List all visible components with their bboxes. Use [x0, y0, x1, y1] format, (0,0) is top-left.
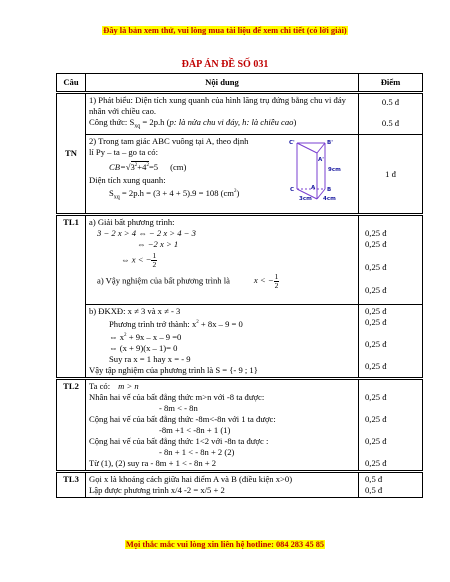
- tl1-b-line2-text: Phương trình trở thành: x: [109, 318, 197, 329]
- label-ab: 4cm: [323, 196, 336, 202]
- tl1-b-content: [86, 305, 359, 379]
- tl1-b-line5: Suy ra x = 1 hay x = - 9: [109, 353, 191, 364]
- tl1-b-scores: [359, 305, 423, 379]
- table-row: [57, 93, 423, 135]
- table-row: [57, 305, 423, 379]
- tn-part2-line4: Diện tích xung quanh:: [89, 174, 166, 185]
- tl2-line8: Từ (1), (2) suy ra - 8m + 1 < - 8n + 2: [89, 457, 217, 468]
- tl1-b-line2: Phương trình trở thành: $x^2 + 8x - 9 = 0$: [109, 318, 243, 329]
- label-c: C: [290, 187, 295, 193]
- score: 0,25 đ: [365, 413, 387, 424]
- tn-part1-content: [86, 93, 359, 135]
- tl1-b-line3-text: ⇔ x: [109, 331, 125, 342]
- preview-notice-banner: [0, 26, 450, 35]
- tl1-a-content: [86, 215, 359, 305]
- tn-part2-line1: 2) Trong tam giác ABC vuông tại A, theo định: [89, 136, 249, 146]
- frac-denominator: 2: [152, 260, 157, 269]
- tl3-line1: Gọi x là khoảng cách giữa hai điểm A và B (điều kiện x>0): [89, 473, 293, 484]
- table-header-row: [57, 74, 423, 93]
- score: 0,25 đ: [365, 228, 387, 238]
- hotline-banner: [0, 540, 450, 549]
- frac-numerator: 1: [274, 272, 279, 281]
- tl1-b-line4: ⇔ (x + 9)(x – 1)= 0: [109, 342, 178, 353]
- table-row: [57, 135, 423, 215]
- table-row: [57, 215, 423, 305]
- tn-formula-note: p: là nửa chu vi đáy, h: là chiều cao: [169, 117, 294, 127]
- tn-part2-score-cell: [359, 135, 423, 215]
- tl1-b-line3-rest: + 9x – x – 9 =0: [126, 331, 182, 342]
- score: 0,25 đ: [365, 262, 387, 272]
- label-a: A: [311, 185, 316, 191]
- score: 0,25 đ: [365, 285, 387, 295]
- score: 0.5 đ: [381, 97, 400, 107]
- tl1-b-line3: ⇔ $x^2 + 9x - x - 9 =0$: [109, 331, 182, 342]
- tl1-label: TL1: [63, 217, 79, 227]
- tn-part2-content: [86, 135, 359, 215]
- eq-sqrt-a: 3: [130, 161, 135, 172]
- tl2-label: TL2: [63, 380, 79, 391]
- score: 0,5 đ: [365, 473, 383, 484]
- tl3-line2: Lập được phương trình x/4 -2 = x/5 + 2: [89, 484, 225, 495]
- hotline-text: Mọi thắc mắc vui lòng xin liên hệ hotline: 084 283 45 85: [125, 540, 325, 549]
- label-a-prime: A': [318, 157, 324, 163]
- page-title: ĐÁP ÁN ĐỀ SỐ 031: [181, 59, 269, 70]
- answer-table: [56, 73, 423, 498]
- frac-denominator: 2: [274, 281, 279, 290]
- score: 0.5 đ: [381, 118, 400, 128]
- label-c-prime: C': [289, 140, 295, 146]
- sxq-end: ): [236, 187, 240, 198]
- tl2-line1-text: Ta có:: [89, 380, 111, 391]
- tl2-content: [86, 378, 359, 471]
- tl1-a-line4: [89, 252, 355, 269]
- tl1-b-line6: Vậy tập nghiệm của phương trình là S = {- 9 ; 1}: [89, 364, 258, 375]
- score: 0,25 đ: [365, 391, 387, 402]
- question-label-tl1: [57, 215, 86, 379]
- score: 0,25 đ: [365, 306, 387, 316]
- tl2-line2: Nhân hai vế của bất đẳng thức m>n với -8 ta được:: [89, 391, 265, 402]
- table-row: [57, 378, 423, 471]
- sxq-result: $S_{xq} = 2p.h = (3 + 4 + 5).9 = 108$ $(cm^2)$: [109, 187, 240, 201]
- sxq-prefix: S: [109, 187, 114, 198]
- score: 0,25 đ: [365, 339, 387, 349]
- tl1-a-line1: a) Giải bất phương trình:: [89, 217, 175, 227]
- tl1-a-solution: x < −: [253, 275, 274, 286]
- eq-result: =5: [148, 161, 159, 172]
- tl2-line3: - 8m < - 8n: [159, 402, 198, 413]
- tl1-a-line2: 3 − 2 x > 4 ⇔ − 2 x > 4 − 3: [97, 228, 196, 238]
- tl2-line6: Cộng hai vế của bất đẳng thức 1<2 với -8n ta được :: [89, 435, 269, 446]
- question-label-tl2: [57, 378, 86, 471]
- label-height: 9cm: [328, 167, 341, 173]
- tn-label: TN: [65, 148, 77, 158]
- preview-notice-text: Đây là bản xem thử, vui lòng mua tài liệu để xem chi tiết (có lời giải): [103, 26, 347, 35]
- tl2-scores: [359, 378, 423, 471]
- score: 0,25 đ: [365, 361, 387, 371]
- tl2-line5: -8m +1 < -8n + 1 (1): [159, 424, 231, 435]
- tl1-a-line5: [89, 273, 355, 290]
- tn-part2-line2: lí Py – ta – go ta có:: [89, 147, 158, 157]
- score: 0,5 đ: [365, 484, 383, 495]
- tl2-line1: [89, 381, 355, 392]
- label-b-prime: B': [327, 140, 333, 146]
- sxq-sub: xq: [113, 194, 120, 201]
- tl1-b-line1: b) ĐKXĐ: x ≠ 3 và x ≠ - 3: [89, 306, 181, 316]
- tl1-a-scores: [359, 215, 423, 305]
- tn-formula-end: ): [293, 117, 297, 127]
- score: 0,25 đ: [365, 317, 387, 327]
- eq-cb: CB=: [109, 161, 126, 172]
- score: 1 đ: [385, 168, 396, 179]
- header-diem: Điểm: [359, 74, 423, 93]
- tl1-a-line3: ⇔ −2 x > 1: [137, 239, 179, 249]
- label-b: B: [327, 187, 332, 193]
- tl3-content: [86, 471, 359, 497]
- tl2-line7: - 8n + 1 < - 8n + 2 (2): [159, 446, 235, 457]
- header-cau: Câu: [57, 74, 86, 93]
- table-row: [57, 471, 423, 497]
- tn-formula-sub: xq: [134, 123, 141, 130]
- question-label-tl3: [57, 471, 86, 497]
- prism-figure: [283, 137, 355, 203]
- tl2-line4: Cộng hai vế của bất đẳng thức -8m<-8n với 1 ta được:: [89, 413, 276, 424]
- label-ca: 3cm: [299, 196, 312, 202]
- tl1-b-line2-rest: + 8x – 9 = 0: [198, 318, 243, 329]
- tn-statement: 1) Phát biểu: Diện tích xung quanh của hình lăng trụ đứng bằng chu vi đáy nhân với chiều cao.: [89, 95, 346, 116]
- tn-part1-scores: [359, 93, 423, 135]
- score: 0,25 đ: [365, 435, 387, 446]
- eq-sqrt-b: +4: [137, 161, 147, 172]
- header-noi-dung: Nội dung: [86, 74, 359, 93]
- tn-formula-mid: = 2p.h (: [140, 117, 170, 127]
- tl2-line1-ineq: m > n: [118, 380, 139, 391]
- eq-unit: (cm): [170, 161, 187, 172]
- tl3-label: TL3: [63, 473, 79, 484]
- tl1-a-line4-text: ⇔ x < −: [121, 254, 152, 265]
- tn-formula-prefix: Công thức: S: [89, 117, 135, 127]
- sxq-text: = 2p.h = (3 + 4 + 5).9 = 108 (cm: [119, 187, 234, 198]
- frac-numerator: 1: [152, 251, 157, 260]
- tl1-a-conclusion: a) Vậy nghiệm của bất phương trình là: [97, 275, 230, 286]
- score: 0,25 đ: [365, 239, 387, 249]
- pythagoras-equation: $CB=√3^2+4^2=5$ (cm): [109, 161, 187, 172]
- tl3-scores: [359, 471, 423, 497]
- question-label-tn: [57, 93, 86, 215]
- score: 0,25 đ: [365, 457, 387, 468]
